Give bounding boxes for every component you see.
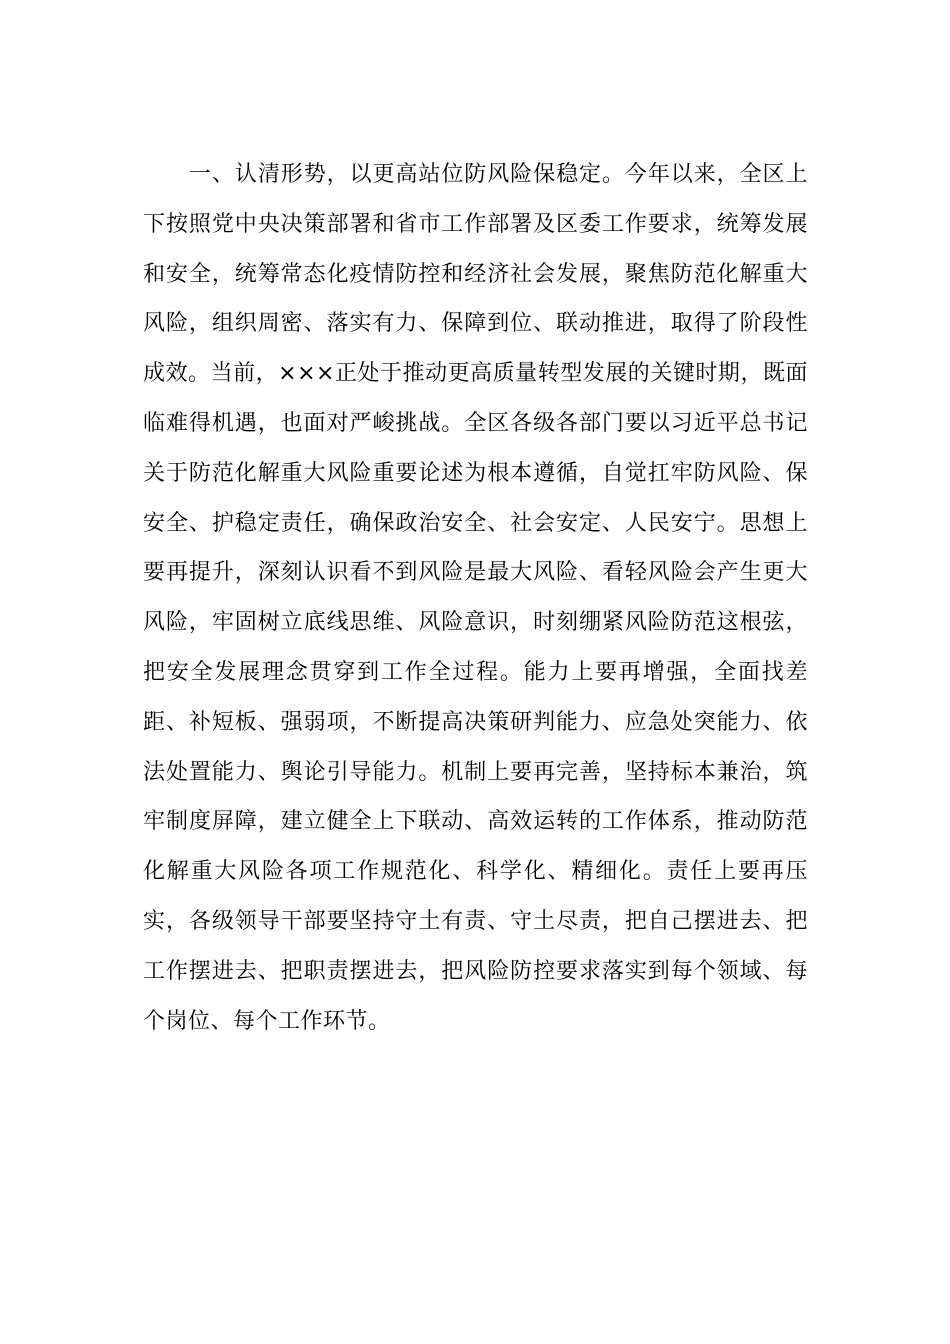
body-paragraph: 一、认清形势，以更高站位防风险保稳定。今年以来，全区上下按照党中央决策部署和省市工作部署及区委工作要求，统筹发展和安全，统筹常态化疫情防控和经济社会发展，聚焦防范化解重大风险，组织周密、落实有力、保障到位、联动推进，取得了阶段性成效。当前，×××正处于推动更高质量转型发展的关键时期，既面临难得机遇，也面对严峻挑战。全区各级各部门要以习近平总书记关于防范化解重大风险重要论述为根本遵循，自觉扛牢防风险、保安全、护稳定责任，确保政治安全、社会安定、人民安宁。思想上要再提升，深刻认识看不到风险是最大风险、看轻风险会产生更大风险，牢固树立底线思维、风险意识，时刻绷紧风险防范这根弦，把安全发展理念贯穿到工作全过程。能力上要再增强，全面找差距、补短板、强弱项，不断提高决策研判能力、应急处突能力、依法处置能力、舆论引导能力。机制上要再完善，坚持标本兼治，筑牢制度屏障，建立健全上下联动、高效运转的工作体系，推动防范化解重大风险各项工作规范化、科学化、精细化。责任上要再压实，各级领导干部要坚持守土有责、守土尽责，把自己摆进去、把工作摆进去、把职责摆进去，把风险防控要求落实到每个领域、每个岗位、每个工作环节。	[143, 162, 808, 1034]
